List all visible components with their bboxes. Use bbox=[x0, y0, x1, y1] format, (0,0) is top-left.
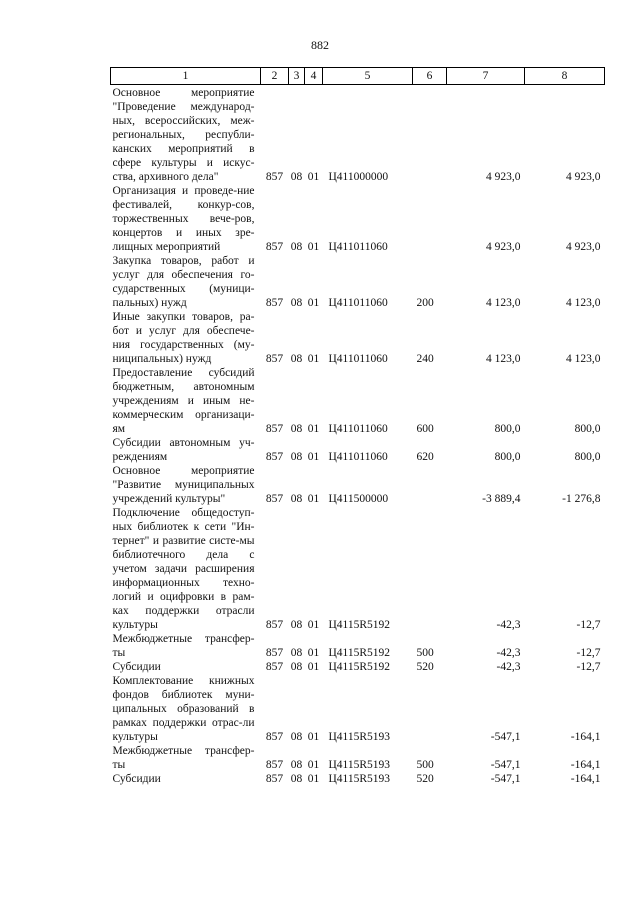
row-grbs: 857 bbox=[265, 661, 284, 673]
row-expense-type bbox=[413, 464, 447, 506]
row-target-article: Ц411011060 bbox=[328, 423, 388, 435]
row-subsection: 01 bbox=[307, 661, 320, 673]
row-name: Организация и проведе-ние фестивалей, конкур-сов, торжественных вече-ров, концертов и иных зре-лищных мероприятий bbox=[112, 185, 255, 253]
header-col-3: 3 bbox=[289, 68, 305, 85]
row-section: 08 bbox=[290, 493, 303, 505]
row-expense-type bbox=[413, 674, 447, 744]
table-row bbox=[111, 744, 605, 772]
row-name: Закупка товаров, работ и услуг для обеспечения го-сударственных (муници-пальных) нужд bbox=[112, 255, 255, 309]
row-subsection: 01 bbox=[307, 773, 320, 785]
table-row bbox=[111, 632, 605, 660]
header-row bbox=[111, 68, 605, 85]
row-sum-2: -164,1 bbox=[570, 759, 601, 771]
row-section: 08 bbox=[290, 451, 303, 463]
row-name: Субсидии автономным уч-реждениям bbox=[112, 437, 255, 463]
row-expense-type: 600 bbox=[416, 423, 434, 435]
row-sum-1: -42,3 bbox=[496, 647, 521, 659]
row-name: Межбюджетные трансфер-ты bbox=[112, 633, 255, 659]
header-col-8: 8 bbox=[525, 68, 605, 85]
row-grbs: 857 bbox=[265, 731, 284, 743]
row-subsection: 01 bbox=[307, 241, 320, 253]
row-target-article: Ц4115R5192 bbox=[328, 647, 391, 659]
row-target-article: Ц4115R5192 bbox=[328, 661, 391, 673]
row-subsection: 01 bbox=[307, 647, 320, 659]
row-section: 08 bbox=[290, 759, 303, 771]
row-grbs: 857 bbox=[265, 759, 284, 771]
row-sum-1: -42,3 bbox=[496, 661, 521, 673]
budget-table bbox=[110, 67, 605, 786]
row-name: Комплектование книжных фондов библиотек муни-ципальных образований в рамках поддержки отрас-ли культуры bbox=[112, 675, 255, 743]
row-subsection: 01 bbox=[307, 423, 320, 435]
row-grbs: 857 bbox=[265, 451, 284, 463]
row-name: Основное мероприятие "Развитие муниципальных учреждений культуры" bbox=[112, 465, 255, 505]
row-section: 08 bbox=[290, 171, 303, 183]
row-subsection: 01 bbox=[307, 731, 320, 743]
table-body bbox=[111, 85, 605, 787]
row-sum-1: -547,1 bbox=[490, 731, 521, 743]
row-sum-2: -164,1 bbox=[570, 773, 601, 785]
row-target-article: Ц4115R5192 bbox=[328, 619, 391, 631]
row-sum-1: 4 123,0 bbox=[486, 353, 521, 365]
table-row bbox=[111, 86, 605, 184]
row-name: Предоставление субсидий бюджетным, автономным учреждениям и иным не-коммерческим организаци-ям bbox=[112, 367, 255, 435]
row-subsection: 01 bbox=[307, 451, 320, 463]
table-row bbox=[111, 772, 605, 786]
row-grbs: 857 bbox=[265, 619, 284, 631]
row-section: 08 bbox=[290, 241, 303, 253]
table-row bbox=[111, 660, 605, 674]
row-sum-1: -547,1 bbox=[490, 759, 521, 771]
header-col-1: 1 bbox=[111, 68, 261, 85]
row-sum-2: 800,0 bbox=[574, 451, 601, 463]
row-section: 08 bbox=[290, 661, 303, 673]
table-header bbox=[111, 68, 605, 85]
row-sum-1: -3 889,4 bbox=[482, 493, 521, 505]
row-target-article: Ц411011060 bbox=[328, 353, 388, 365]
row-expense-type bbox=[413, 86, 447, 184]
row-expense-type: 620 bbox=[416, 451, 434, 463]
row-expense-type: 500 bbox=[416, 759, 434, 771]
row-sum-2: -164,1 bbox=[570, 731, 601, 743]
row-sum-1: -42,3 bbox=[496, 619, 521, 631]
table-row bbox=[111, 506, 605, 632]
row-name: Иные закупки товаров, ра-бот и услуг для обеспече-ния государственных (му-ниципальных) нужд bbox=[112, 311, 255, 365]
row-name: Субсидии bbox=[112, 661, 161, 673]
table-row bbox=[111, 366, 605, 436]
row-section: 08 bbox=[290, 353, 303, 365]
header-col-4: 4 bbox=[305, 68, 323, 85]
row-subsection: 01 bbox=[307, 171, 320, 183]
row-section: 08 bbox=[290, 773, 303, 785]
row-sum-1: 4 923,0 bbox=[486, 241, 521, 253]
row-expense-type: 200 bbox=[416, 297, 434, 309]
row-name: Межбюджетные трансфер-ты bbox=[112, 745, 255, 771]
header-col-5: 5 bbox=[323, 68, 413, 85]
row-grbs: 857 bbox=[265, 297, 284, 309]
row-expense-type: 520 bbox=[416, 661, 434, 673]
row-section: 08 bbox=[290, 423, 303, 435]
row-sum-1: 800,0 bbox=[494, 451, 521, 463]
row-section: 08 bbox=[290, 731, 303, 743]
row-subsection: 01 bbox=[307, 619, 320, 631]
row-section: 08 bbox=[290, 619, 303, 631]
row-expense-type: 500 bbox=[416, 647, 434, 659]
row-sum-2: 4 923,0 bbox=[566, 241, 601, 253]
row-name: Субсидии bbox=[112, 773, 161, 785]
header-col-7: 7 bbox=[447, 68, 525, 85]
row-subsection: 01 bbox=[307, 759, 320, 771]
row-target-article: Ц411011060 bbox=[328, 297, 388, 309]
row-sum-2: 4 923,0 bbox=[566, 171, 601, 183]
row-target-article: Ц411011060 bbox=[328, 241, 388, 253]
row-subsection: 01 bbox=[307, 493, 320, 505]
row-target-article: Ц4115R5193 bbox=[328, 731, 391, 743]
row-sum-1: 4 923,0 bbox=[486, 171, 521, 183]
table-row bbox=[111, 464, 605, 506]
row-target-article: Ц411500000 bbox=[328, 493, 389, 505]
row-grbs: 857 bbox=[265, 171, 284, 183]
row-name: Основное мероприятие "Проведение международ-ных, всероссийских, меж-региональных, республи-канских мероприятий в сфере культуры и искус-ства, архивного дела" bbox=[112, 87, 255, 183]
row-grbs: 857 bbox=[265, 647, 284, 659]
row-sum-1: 800,0 bbox=[494, 423, 521, 435]
row-expense-type: 520 bbox=[416, 773, 434, 785]
row-grbs: 857 bbox=[265, 493, 284, 505]
table-row bbox=[111, 310, 605, 366]
table-row bbox=[111, 184, 605, 254]
row-sum-2: -1 276,8 bbox=[562, 493, 601, 505]
row-subsection: 01 bbox=[307, 353, 320, 365]
row-target-article: Ц4115R5193 bbox=[328, 759, 391, 771]
table-row bbox=[111, 436, 605, 464]
table-row bbox=[111, 254, 605, 310]
row-sum-2: 800,0 bbox=[574, 423, 601, 435]
row-expense-type bbox=[413, 184, 447, 254]
row-name: Подключение общедоступ-ных библиотек к сети "Ин-тернет" и развитие систе-мы библиотечного дела с учетом задачи расширения информационных техно-логий и оцифровки в рам-ках поддержки отрасли культуры bbox=[112, 507, 255, 631]
header-col-6: 6 bbox=[413, 68, 447, 85]
row-grbs: 857 bbox=[265, 423, 284, 435]
table-row bbox=[111, 674, 605, 744]
row-sum-2: 4 123,0 bbox=[566, 297, 601, 309]
row-sum-2: -12,7 bbox=[576, 619, 601, 631]
row-subsection: 01 bbox=[307, 297, 320, 309]
page-number: 882 bbox=[311, 38, 329, 52]
row-grbs: 857 bbox=[265, 773, 284, 785]
row-section: 08 bbox=[290, 297, 303, 309]
row-sum-2: -12,7 bbox=[576, 647, 601, 659]
row-expense-type: 240 bbox=[416, 353, 434, 365]
row-sum-1: 4 123,0 bbox=[486, 297, 521, 309]
row-target-article: Ц411000000 bbox=[328, 171, 389, 183]
row-target-article: Ц411011060 bbox=[328, 451, 388, 463]
row-sum-2: -12,7 bbox=[576, 661, 601, 673]
row-sum-2: 4 123,0 bbox=[566, 353, 601, 365]
row-target-article: Ц4115R5193 bbox=[328, 773, 391, 785]
header-col-2: 2 bbox=[261, 68, 289, 85]
row-section: 08 bbox=[290, 647, 303, 659]
row-grbs: 857 bbox=[265, 241, 284, 253]
row-expense-type bbox=[413, 506, 447, 632]
row-sum-1: -547,1 bbox=[490, 773, 521, 785]
row-grbs: 857 bbox=[265, 353, 284, 365]
